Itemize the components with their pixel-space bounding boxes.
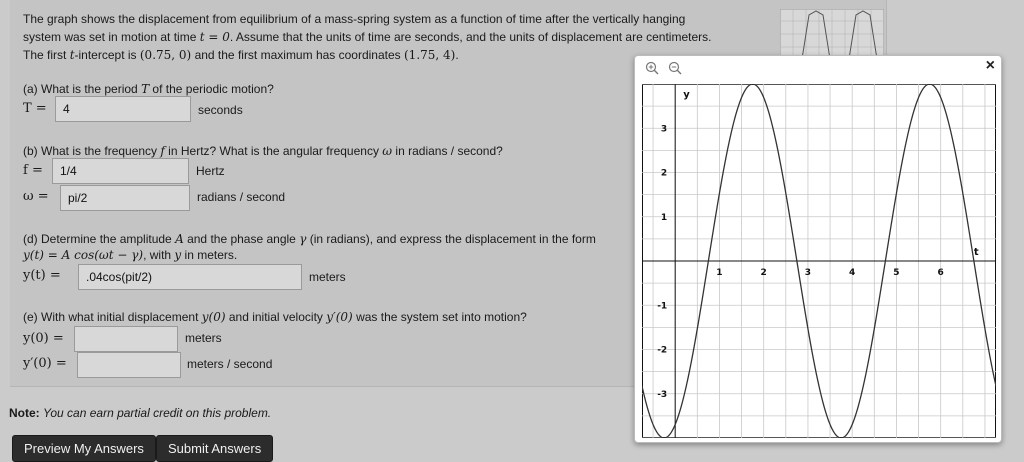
note-label: Note: (9, 406, 40, 420)
displacement-function-input[interactable] (78, 264, 302, 290)
zoom-out-icon[interactable] (668, 61, 682, 75)
displacement-function-unit: meters (309, 270, 346, 284)
displacement-function-label: y(t) = (23, 268, 61, 283)
question-text: (b) What is the frequency (23, 144, 161, 158)
question-e (23, 310, 527, 324)
frequency-input[interactable] (52, 158, 189, 184)
graph-popup (634, 55, 1002, 443)
note-text: You can earn partial credit on this problem. (43, 406, 272, 420)
question-text: in radians / second? (392, 144, 503, 158)
intro-line-1: The graph shows the displacement from equilibrium of a mass-spring system as a function of time after the vertically hanging (23, 12, 686, 26)
initial-velocity-label: y′(0) = (23, 356, 67, 371)
form-math: y(t) = A cos(ωt − γ) (23, 248, 144, 262)
x-tick-label: 5 (893, 268, 900, 278)
period-unit: seconds (198, 103, 243, 117)
question-var: f (160, 144, 165, 158)
initial-velocity-unit: meters / second (187, 357, 273, 371)
question-text: (d) Determine the amplitude (23, 232, 176, 246)
intro-math-t: t (69, 48, 75, 62)
intro-text: . Assume that the units of time are seconds, and the units of displacement are centimeters. (229, 30, 712, 44)
angular-frequency-unit: radians / second (197, 190, 286, 204)
question-d (23, 232, 596, 246)
period-label: T = (23, 101, 47, 116)
question-var: y (174, 248, 182, 262)
question-text: of the periodic motion? (149, 82, 274, 96)
question-text: in Hertz? What is the angular frequency (164, 144, 383, 158)
question-text: and initial velocity (225, 310, 327, 324)
partial-credit-note (9, 406, 271, 420)
initial-displacement-label: y(0) = (23, 331, 64, 346)
graph-thumbnail[interactable] (780, 9, 884, 59)
intro-text: . (455, 48, 459, 62)
question-var: T (141, 82, 150, 96)
intro-line-2 (23, 28, 763, 46)
y-tick-label: -3 (657, 389, 668, 400)
intro-math-t0: t = 0 (199, 30, 230, 44)
question-text: was the system set into motion? (352, 310, 527, 324)
close-icon[interactable]: × (985, 57, 995, 74)
initial-displacement-input[interactable] (74, 326, 178, 352)
x-axis-label: t (973, 247, 979, 258)
angular-frequency-label: ω = (23, 189, 49, 204)
x-tick-label: 3 (804, 268, 812, 278)
question-d-form (23, 248, 237, 262)
y-tick-label: 1 (660, 212, 668, 223)
question-text: in meters. (181, 248, 238, 262)
y-tick-label: 2 (660, 168, 668, 179)
angular-frequency-input[interactable] (60, 185, 190, 211)
question-math: y(0) (201, 310, 226, 324)
submit-answers-button[interactable]: Submit Answers (156, 435, 273, 462)
x-tick-label: 6 (937, 268, 944, 278)
question-text: (a) What is the period (23, 82, 142, 96)
displacement-graph (642, 84, 996, 438)
question-b (23, 144, 503, 158)
question-var: γ (299, 232, 307, 246)
x-tick-label: 1 (716, 268, 723, 278)
intro-text: and the first maximum has coordinates (191, 48, 404, 62)
frequency-unit: Hertz (196, 164, 225, 178)
x-tick-label: 2 (760, 268, 767, 278)
question-a (23, 82, 274, 96)
initial-velocity-input[interactable] (77, 352, 181, 378)
question-var: ω (382, 144, 393, 158)
y-tick-label: -1 (657, 301, 668, 312)
question-math: y′(0) (326, 310, 353, 324)
question-text: , with (143, 248, 175, 262)
question-text: (in radians), and express the displacement in the form (306, 232, 596, 246)
intro-text: -intercept is (74, 48, 140, 62)
y-axis-label: y (683, 89, 690, 101)
y-tick-label: 3 (660, 124, 668, 135)
question-var: A (175, 232, 184, 246)
question-text: (e) With what initial displacement (23, 310, 202, 324)
intro-math-maximum: (1.75, 4) (404, 48, 456, 62)
intro-text: The first (23, 48, 70, 62)
intro-text: system was set in motion at time (23, 30, 200, 44)
intro-math-intercept: (0.75, 0) (139, 48, 192, 62)
zoom-in-icon[interactable] (645, 61, 659, 75)
preview-answers-button[interactable]: Preview My Answers (12, 435, 156, 462)
y-tick-label: -2 (657, 345, 668, 356)
initial-displacement-unit: meters (185, 331, 222, 345)
frequency-label: f = (23, 163, 43, 178)
x-tick-label: 4 (849, 268, 856, 278)
question-text: and the phase angle (183, 232, 300, 246)
period-input[interactable] (55, 96, 191, 122)
